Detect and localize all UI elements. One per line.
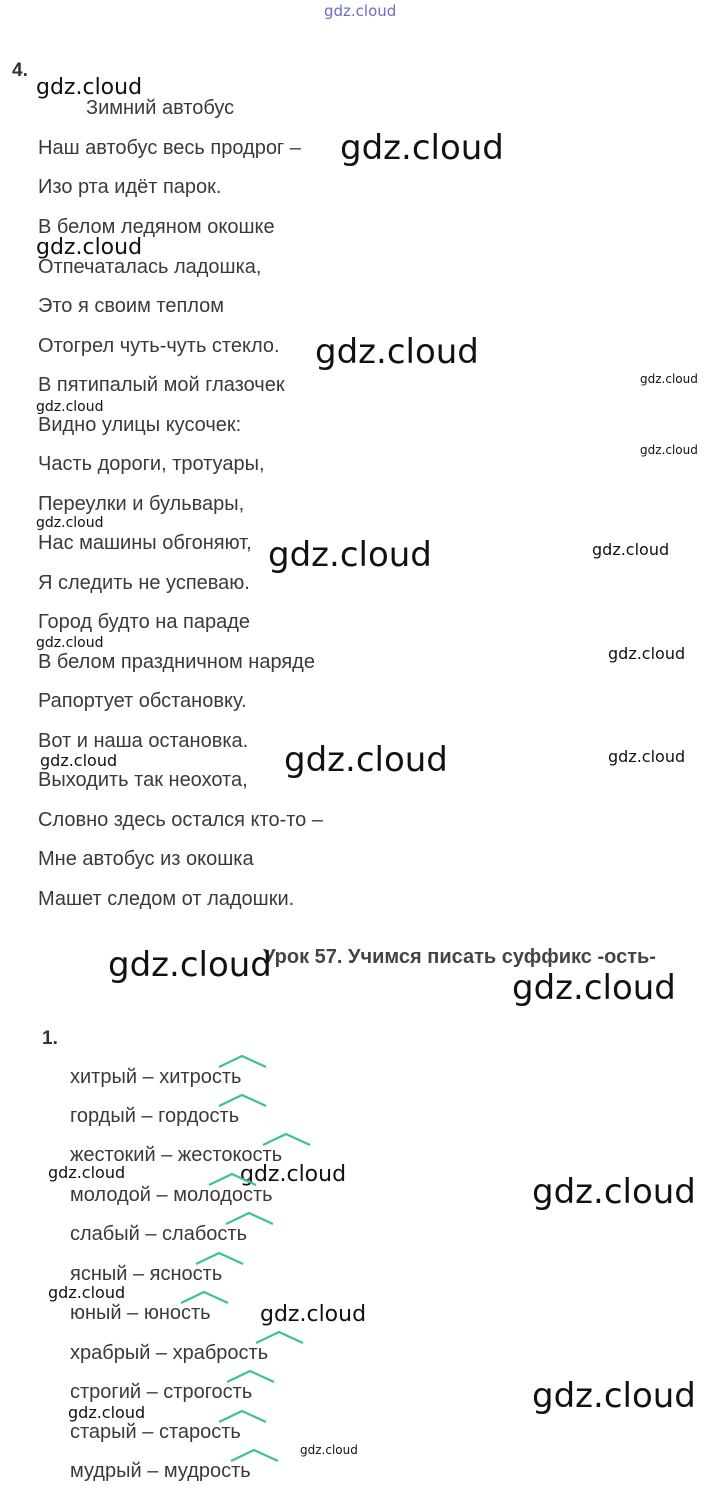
suffix-mark — [195, 1251, 245, 1265]
exercise-4-number: 4. — [12, 60, 28, 81]
watermark: gdz.cloud — [608, 644, 686, 663]
poem-line: Я следить не успеваю. — [38, 572, 250, 594]
poem-line: Наш автобус весь продрог – — [38, 137, 301, 159]
poem-line: Отогрел чуть-чуть стекло. — [38, 335, 280, 357]
watermark: gdz.cloud — [640, 443, 698, 457]
suffix-mark — [230, 1448, 280, 1462]
poem-line: В пятипалый мой глазочек — [38, 374, 285, 396]
poem-line: Город будто на параде — [38, 611, 251, 633]
poem-line: Машет следом от ладошки. — [38, 888, 295, 910]
word-pair: хитрый – хитрость — [70, 1066, 242, 1088]
watermark: gdz.cloud — [36, 75, 143, 100]
poem-line: Видно улицы кусочек: — [38, 414, 242, 436]
watermark: gdz.cloud — [36, 399, 104, 415]
poem-line: Вот и наша остановка. — [38, 730, 249, 752]
word-pair: храбрый – храбрость — [70, 1342, 269, 1364]
suffix-mark — [180, 1290, 230, 1304]
suffix-mark — [262, 1132, 312, 1146]
poem-line: Изо рта идёт парок. — [38, 176, 222, 198]
watermark: gdz.cloud — [608, 747, 686, 766]
watermark: gdz.cloud — [532, 1172, 696, 1212]
suffix-mark — [255, 1330, 305, 1344]
suffix-mark — [218, 1409, 268, 1423]
suffix-mark — [218, 1054, 268, 1068]
poem-line: Часть дороги, тротуары, — [38, 453, 265, 475]
word-pair: молодой – молодость — [70, 1184, 273, 1206]
watermark: gdz.cloud — [532, 1376, 696, 1416]
poem-line: Словно здесь остался кто-то – — [38, 809, 323, 831]
watermark: gdz.cloud — [512, 968, 676, 1008]
poem-line: В белом праздничном наряде — [38, 651, 315, 673]
exercise-1-number: 1. — [42, 1028, 58, 1049]
suffix-mark — [226, 1369, 276, 1383]
poem-line: Нас машины обгоняют, — [38, 532, 252, 554]
watermark: gdz.cloud — [36, 515, 104, 531]
word-pair: ясный – ясность — [70, 1263, 223, 1285]
watermark: gdz.cloud — [260, 1302, 367, 1327]
poem-line: Мне автобус из окошка — [38, 848, 254, 870]
watermark: gdz.cloud — [48, 1163, 126, 1182]
word-pair: строгий – строгость — [70, 1381, 253, 1403]
watermark: gdz.cloud — [340, 128, 504, 168]
watermark: gdz.cloud — [300, 1443, 358, 1457]
watermark: gdz.cloud — [284, 740, 448, 780]
watermark: gdz.cloud — [592, 540, 670, 559]
watermark-top: gdz.cloud — [324, 2, 397, 20]
lesson-title: Урок 57. Учимся писать суффикс -ость- — [263, 946, 656, 968]
suffix-mark — [208, 1172, 258, 1186]
word-pair: мудрый – мудрость — [70, 1460, 251, 1482]
watermark: gdz.cloud — [268, 535, 432, 575]
poem-line: В белом ледяном окошке — [38, 216, 275, 238]
poem-line: Рапортует обстановку. — [38, 690, 247, 712]
suffix-mark — [225, 1211, 275, 1225]
poem-line: Это я своим теплом — [38, 295, 225, 317]
word-pair: юный – юность — [70, 1302, 211, 1324]
poem-line: Выходить так неохота, — [38, 769, 248, 791]
watermark: gdz.cloud — [640, 372, 698, 386]
watermark: gdz.cloud — [240, 1162, 347, 1187]
word-pair: жестокий – жестокость — [70, 1144, 283, 1166]
watermark: gdz.cloud — [36, 235, 143, 260]
word-pair: слабый – слабость — [70, 1223, 247, 1245]
watermark: gdz.cloud — [36, 635, 104, 651]
poem-line: Переулки и бульвары, — [38, 493, 245, 515]
watermark: gdz.cloud — [48, 1283, 126, 1302]
watermark: gdz.cloud — [315, 332, 479, 372]
watermark: gdz.cloud — [68, 1403, 146, 1422]
word-pair: старый – старость — [70, 1421, 241, 1443]
word-pair: гордый – гордость — [70, 1105, 240, 1127]
suffix-mark — [218, 1093, 268, 1107]
poem-title: Зимний автобус — [86, 97, 235, 119]
watermark: gdz.cloud — [108, 945, 272, 985]
poem-line: Отпечаталась ладошка, — [38, 256, 262, 278]
watermark: gdz.cloud — [40, 751, 118, 770]
